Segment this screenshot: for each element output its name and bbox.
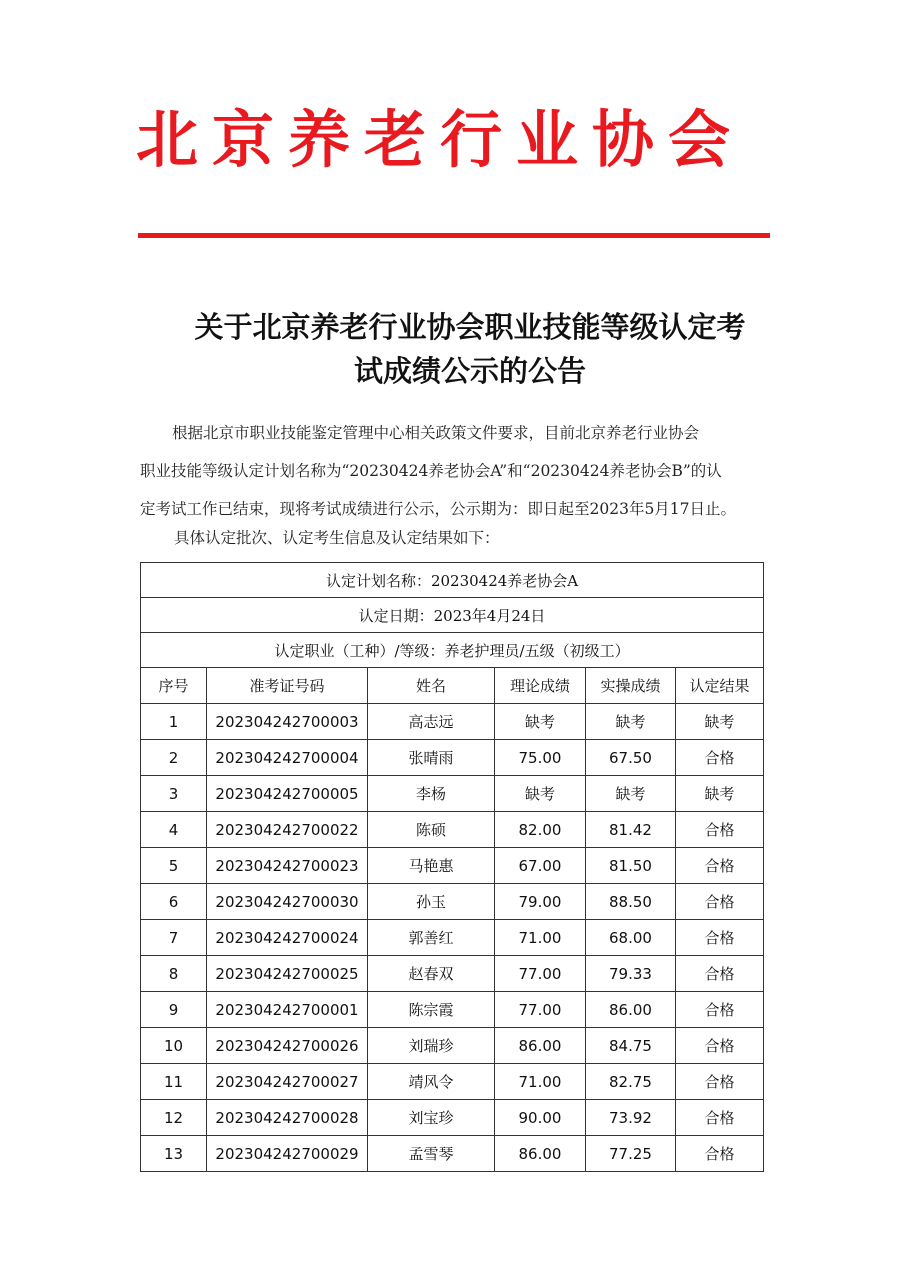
result-cell: 缺考 — [676, 776, 764, 812]
candidate-name-cell: 马艳惠 — [368, 848, 495, 884]
table-row — [141, 1100, 764, 1136]
admission-number-cell: 202304242700022 — [207, 812, 368, 848]
admission-number-cell: 202304242700029 — [207, 1136, 368, 1172]
row-index-cell: 11 — [141, 1064, 207, 1100]
theory-score-cell: 82.00 — [495, 812, 586, 848]
theory-score-cell: 75.00 — [495, 740, 586, 776]
candidate-name-cell: 孙玉 — [368, 884, 495, 920]
result-cell: 合格 — [676, 1064, 764, 1100]
details-paragraph: 具体认定批次、认定考生信息及认定结果如下： — [174, 529, 500, 547]
practical-score-cell: 86.00 — [586, 992, 676, 1028]
candidate-name-cell: 陈宗霞 — [368, 992, 495, 1028]
admission-number-cell: 202304242700028 — [207, 1100, 368, 1136]
result-cell: 合格 — [676, 992, 764, 1028]
result-cell: 合格 — [676, 812, 764, 848]
admission-number-cell: 202304242700024 — [207, 920, 368, 956]
row-index-cell: 12 — [141, 1100, 207, 1136]
intro-line-2: 职业技能等级认定计划名称为“20230424养老协会A”和“20230424养老协会B”的认 — [140, 462, 722, 480]
row-index-cell: 4 — [141, 812, 207, 848]
result-cell: 合格 — [676, 1100, 764, 1136]
result-cell: 合格 — [676, 884, 764, 920]
column-header: 认定结果 — [676, 668, 764, 704]
admission-number-cell: 202304242700005 — [207, 776, 368, 812]
practical-score-cell: 79.33 — [586, 956, 676, 992]
theory-score-cell: 79.00 — [495, 884, 586, 920]
row-index-cell: 9 — [141, 992, 207, 1028]
result-cell: 合格 — [676, 1028, 764, 1064]
row-index-cell: 7 — [141, 920, 207, 956]
column-header: 准考证号码 — [207, 668, 368, 704]
intro-line-1: 根据北京市职业技能鉴定管理中心相关政策文件要求，目前北京养老行业协会 — [172, 424, 700, 442]
column-header: 姓名 — [368, 668, 495, 704]
row-index-cell: 6 — [141, 884, 207, 920]
table-row — [141, 920, 764, 956]
result-cell: 合格 — [676, 1136, 764, 1172]
result-cell: 合格 — [676, 740, 764, 776]
practical-score-cell: 73.92 — [586, 1100, 676, 1136]
row-index-cell: 2 — [141, 740, 207, 776]
theory-score-cell: 86.00 — [495, 1028, 586, 1064]
practical-score-cell: 84.75 — [586, 1028, 676, 1064]
exam-date-cell: 认定日期：2023年4月24日 — [141, 598, 764, 633]
result-cell: 合格 — [676, 956, 764, 992]
theory-score-cell: 缺考 — [495, 704, 586, 740]
candidate-name-cell: 高志远 — [368, 704, 495, 740]
candidate-name-cell: 孟雪琴 — [368, 1136, 495, 1172]
result-cell: 缺考 — [676, 704, 764, 740]
table-row — [141, 992, 764, 1028]
practical-score-cell: 88.50 — [586, 884, 676, 920]
theory-score-cell: 71.00 — [495, 920, 586, 956]
red-divider — [138, 233, 770, 238]
table-row — [141, 740, 764, 776]
practical-score-cell: 68.00 — [586, 920, 676, 956]
row-index-cell: 13 — [141, 1136, 207, 1172]
table-row — [141, 956, 764, 992]
row-index-cell: 5 — [141, 848, 207, 884]
announcement-title-line1: 关于北京养老行业协会职业技能等级认定考 — [194, 310, 746, 344]
candidate-name-cell: 刘宝珍 — [368, 1100, 495, 1136]
practical-score-cell: 81.42 — [586, 812, 676, 848]
row-index-cell: 3 — [141, 776, 207, 812]
theory-score-cell: 90.00 — [495, 1100, 586, 1136]
admission-number-cell: 202304242700001 — [207, 992, 368, 1028]
table-row — [141, 776, 764, 812]
theory-score-cell: 71.00 — [495, 1064, 586, 1100]
table-row — [141, 1028, 764, 1064]
table-row — [141, 848, 764, 884]
table-row — [141, 884, 764, 920]
theory-score-cell: 67.00 — [495, 848, 586, 884]
row-index-cell: 1 — [141, 704, 207, 740]
theory-score-cell: 缺考 — [495, 776, 586, 812]
admission-number-cell: 202304242700030 — [207, 884, 368, 920]
table-row — [141, 812, 764, 848]
candidate-name-cell: 靖风令 — [368, 1064, 495, 1100]
column-header: 理论成绩 — [495, 668, 586, 704]
intro-line-3: 定考试工作已结束，现将考试成绩进行公示，公示期为：即日起至2023年5月17日止。 — [140, 500, 737, 518]
practical-score-cell: 82.75 — [586, 1064, 676, 1100]
column-header: 实操成绩 — [586, 668, 676, 704]
row-index-cell: 8 — [141, 956, 207, 992]
result-cell: 合格 — [676, 920, 764, 956]
table-body — [141, 704, 764, 1172]
occupation-cell: 认定职业（工种）/等级：养老护理员/五级（初级工） — [141, 633, 764, 668]
admission-number-cell: 202304242700023 — [207, 848, 368, 884]
admission-number-cell: 202304242700004 — [207, 740, 368, 776]
admission-number-cell: 202304242700025 — [207, 956, 368, 992]
intro-paragraph — [140, 414, 772, 528]
practical-score-cell: 缺考 — [586, 704, 676, 740]
candidate-name-cell: 陈硕 — [368, 812, 495, 848]
results-table — [140, 562, 764, 1172]
table-row — [141, 1064, 764, 1100]
candidate-name-cell: 赵春双 — [368, 956, 495, 992]
org-name-heading: 北京养老行业协会 — [136, 103, 745, 176]
admission-number-cell: 202304242700003 — [207, 704, 368, 740]
table-header-row — [141, 668, 764, 704]
candidate-name-cell: 郭善红 — [368, 920, 495, 956]
announcement-title — [150, 305, 790, 393]
table-row — [141, 1136, 764, 1172]
column-header: 序号 — [141, 668, 207, 704]
admission-number-cell: 202304242700026 — [207, 1028, 368, 1064]
practical-score-cell: 67.50 — [586, 740, 676, 776]
plan-name-cell: 认定计划名称：20230424养老协会A — [141, 563, 764, 598]
candidate-name-cell: 刘瑞珍 — [368, 1028, 495, 1064]
admission-number-cell: 202304242700027 — [207, 1064, 368, 1100]
theory-score-cell: 77.00 — [495, 992, 586, 1028]
announcement-title-line2: 试成绩公示的公告 — [353, 354, 586, 388]
theory-score-cell: 86.00 — [495, 1136, 586, 1172]
practical-score-cell: 81.50 — [586, 848, 676, 884]
result-cell: 合格 — [676, 848, 764, 884]
table-row — [141, 704, 764, 740]
candidate-name-cell: 张晴雨 — [368, 740, 495, 776]
candidate-name-cell: 李杨 — [368, 776, 495, 812]
row-index-cell: 10 — [141, 1028, 207, 1064]
theory-score-cell: 77.00 — [495, 956, 586, 992]
practical-score-cell: 缺考 — [586, 776, 676, 812]
practical-score-cell: 77.25 — [586, 1136, 676, 1172]
